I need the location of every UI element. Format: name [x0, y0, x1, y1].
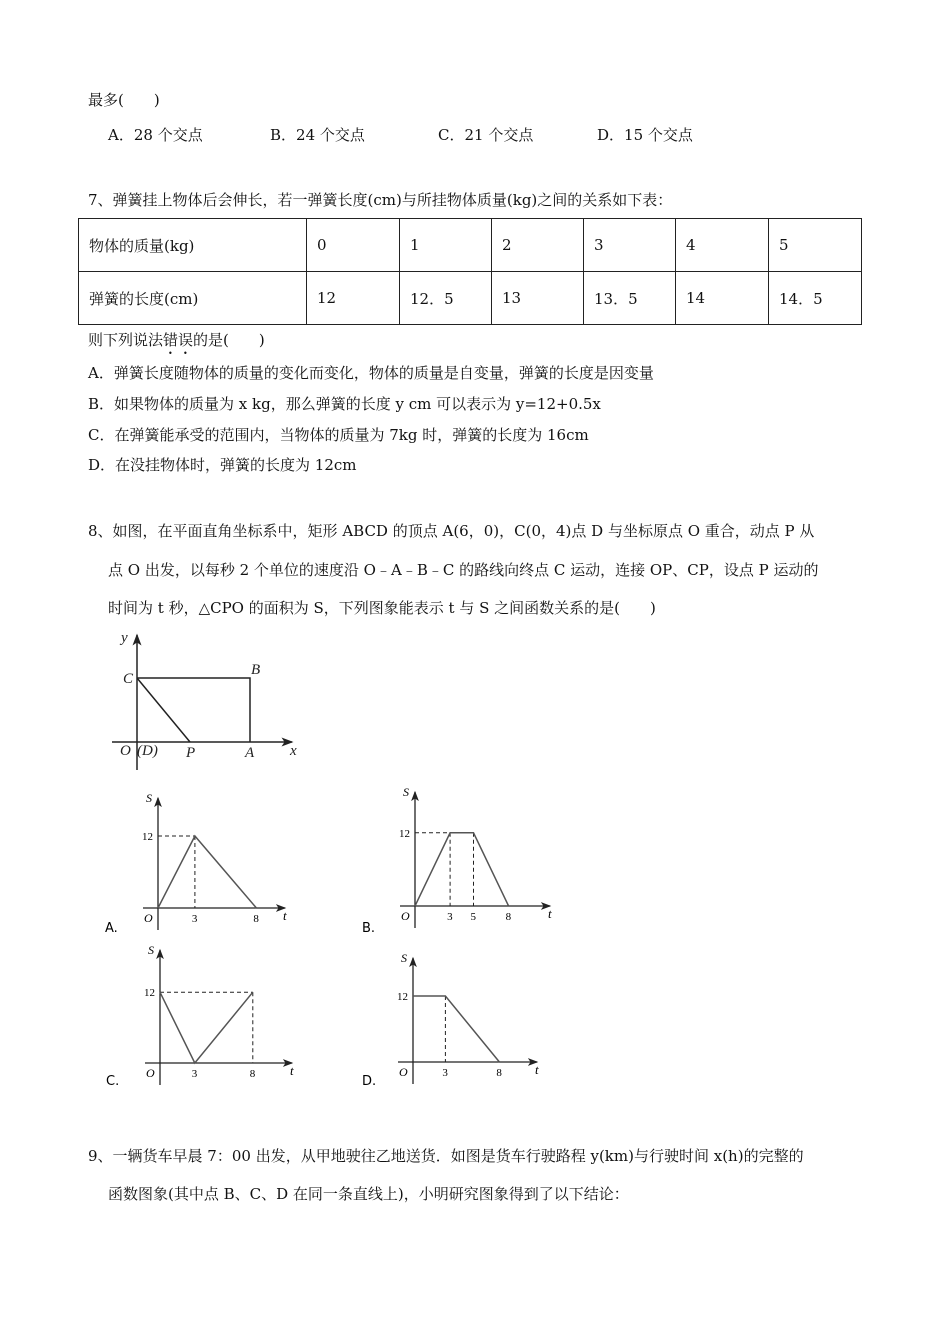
x-axis-label: t — [548, 906, 552, 921]
graph-option-c — [106, 943, 294, 1089]
y-tick-label: 12 — [397, 991, 408, 1003]
origin-label: O — [146, 1066, 155, 1080]
origin-label: O — [399, 1065, 408, 1079]
table-cell: 弹簧的长度(cm) — [79, 272, 307, 325]
q9-line-1: 9、一辆货车早晨 7：00 出发，从甲地驶往乙地送货．如图是货车行驶路程 y(km)与行驶时间 x(h)的完整的 — [88, 1147, 804, 1165]
prompt-text: 则下列说法 — [88, 331, 164, 349]
table-cell: 3 — [584, 219, 676, 272]
origin-label: O — [401, 909, 410, 923]
graph-option-a — [105, 791, 287, 936]
x-tick-label: 3 — [447, 911, 453, 923]
q6-option-c: C．21 个交点 — [438, 126, 534, 144]
q6-option-a: A．28 个交点 — [108, 126, 203, 144]
label-d: (D) — [137, 743, 158, 759]
rectangle-edge — [137, 678, 250, 742]
origin-label: O — [144, 911, 153, 925]
table-cell: 5 — [769, 219, 862, 272]
option-label: B. — [362, 921, 376, 936]
option-label: C. — [106, 1074, 120, 1089]
emphasized-text: 错误 — [163, 331, 194, 349]
q8-line-2: 点 O 出发，以每秒 2 个单位的速度沿 O﹣A﹣B﹣C 的路线向终点 C 运动，连接 OP、CP，设点 P 运动的 — [108, 561, 819, 579]
y-axis-label: S — [401, 951, 407, 965]
y-tick-label: 12 — [399, 827, 410, 840]
table-cell: 4 — [676, 219, 769, 272]
q7-option-d: D．在没挂物体时，弹簧的长度为 12cm — [88, 456, 357, 474]
label-a: A — [245, 745, 255, 761]
label-y: y — [121, 630, 128, 646]
x-tick-label: 3 — [191, 913, 198, 925]
y-axis-label: S — [403, 785, 409, 799]
q7-option-c: C．在弹簧能承受的范围内，当物体的质量为 7kg 时，弹簧的长度为 16cm — [88, 426, 589, 444]
x-tick-label: 8 — [505, 911, 512, 923]
label-c: C — [123, 671, 134, 687]
graph-option-d — [362, 951, 539, 1089]
data-line — [415, 833, 509, 906]
data-line — [413, 996, 499, 1062]
option-label: A. — [105, 921, 118, 936]
q6-tail: 最多( ) — [88, 91, 160, 109]
prompt-text: 的是( ) — [193, 331, 265, 349]
data-line — [158, 836, 256, 908]
graph-option-b — [362, 785, 552, 936]
label-b: B — [251, 662, 261, 678]
option-label: D. — [362, 1074, 377, 1089]
x-tick-label: 3 — [191, 1068, 198, 1080]
y-tick-label: 12 — [142, 831, 153, 843]
y-tick-label: 12 — [144, 987, 155, 1000]
table-cell: 物体的质量(kg) — [79, 219, 307, 272]
table-cell: 0 — [307, 219, 400, 272]
table-cell: 14 — [676, 272, 769, 325]
q7-option-b: B．如果物体的质量为 x kg，那么弹簧的长度 y cm 可以表示为 y=12+0.5x — [88, 395, 601, 413]
x-tick-label: 3 — [442, 1067, 448, 1079]
x-tick-label: 8 — [249, 1068, 256, 1080]
label-o: O — [120, 743, 131, 759]
q7-stem: 7、弹簧挂上物体后会伸长，若一弹簧长度(cm)与所挂物体质量(kg)之间的关系如下表： — [88, 191, 673, 209]
q8-line-3: 时间为 t 秒，△CPO 的面积为 S，下列图象能表示 t 与 S 之间函数关系的是( ) — [108, 599, 656, 617]
data-line — [160, 992, 253, 1063]
x-tick-label: 8 — [253, 913, 259, 925]
x-axis-label: t — [283, 908, 287, 923]
table-cell: 1 — [400, 219, 492, 272]
x-tick-label: 8 — [496, 1067, 502, 1079]
table-cell: 14．5 — [769, 272, 862, 325]
table-cell: 12．5 — [400, 272, 492, 325]
table-cell: 12 — [307, 272, 400, 325]
q6-option-b: B．24 个交点 — [270, 126, 365, 144]
label-x: x — [290, 743, 297, 759]
y-axis-label: S — [146, 791, 152, 805]
table-cell: 2 — [492, 219, 584, 272]
q8-line-1: 8、如图，在平面直角坐标系中，矩形 ABCD 的顶点 A(6，0)，C(0，4)点 D 与坐标原点 O 重合，动点 P 从 — [88, 522, 815, 540]
y-axis-label: S — [148, 943, 154, 957]
q6-option-d: D．15 个交点 — [597, 126, 693, 144]
q9-line-2: 函数图象(其中点 B、C、D 在同一条直线上)，小明研究图象得到了以下结论： — [108, 1185, 629, 1203]
x-tick-label: 5 — [470, 911, 476, 923]
table-cell: 13．5 — [584, 272, 676, 325]
segment-cp — [137, 678, 190, 742]
q7-option-a: A．弹簧长度随物体的质量的变化而变化，物体的质量是自变量，弹簧的长度是因变量 — [88, 364, 654, 382]
x-axis-label: t — [535, 1062, 539, 1077]
table-cell: 13 — [492, 272, 584, 325]
label-p: P — [186, 745, 196, 761]
x-axis-label: t — [290, 1063, 294, 1078]
